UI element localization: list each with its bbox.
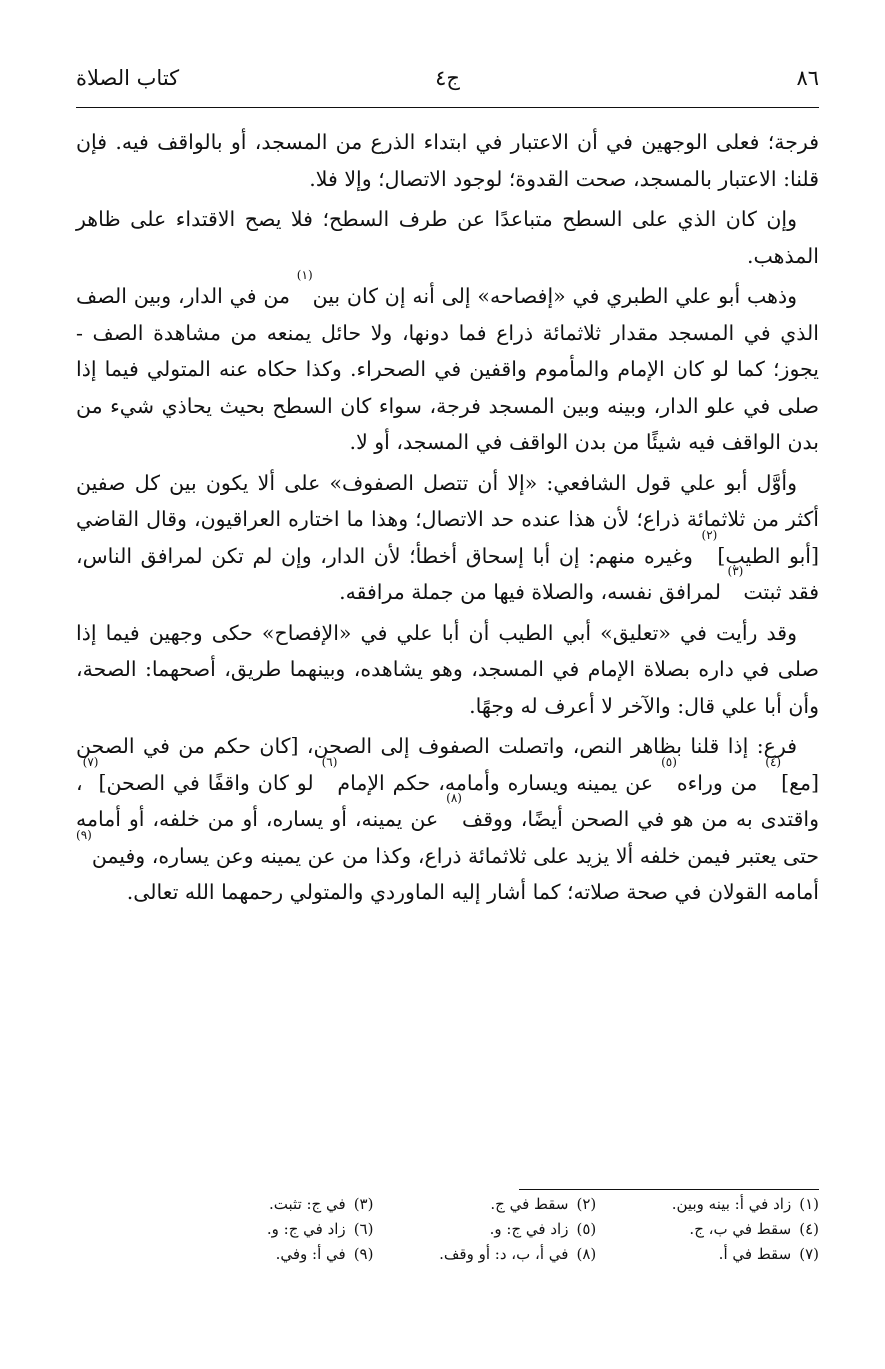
footnote-text: في أ، ب، د: أو وقف. (439, 1245, 569, 1263)
footnote-text: سقط في ب، ج. (689, 1220, 792, 1238)
footnotes (150, 1192, 819, 1267)
footnote-6 (151, 1217, 374, 1242)
footnote-mark-9: (٩) (76, 827, 92, 842)
paragraph-6-part-g: أمامه القولان في صحة صلاته؛ كما أشار إليه الماوردي والمتولي رحمهما الله تعالى. (126, 880, 819, 904)
footnote-row (150, 1192, 819, 1217)
volume-label: ج٤ (435, 66, 460, 90)
footnote-separator (519, 1189, 819, 1190)
paragraph-3 (76, 268, 819, 461)
paragraph-3-part-b: من في الدار، وبين الصف الذي في المسجد مقدار ثلاثمائة ذراع فما دونها، ولا حائل يمنعه من مشاهدة الصف - يجوز؛ كما لو كان الإمام والمأموم واقفين في الصحراء. وكذا حكاه عنه المتولي فيما إذا صلى في علو الدار، وبينه وبين المسجد فرجة، سواء كان السطح بحيث يحاذي شيء من بدن الواقف فيه شيئًا من بدن الواقف في المسجد، أو لا. (76, 284, 819, 454)
paragraph-4-part-a: وأوَّل أبو علي قول الشافعي: «إلا أن تتصل الصفوف» على ألا يكون بين كل صفين أكثر من ثلاثمائة ذراع؛ لأن هذا عنده حد الاتصال؛ وهذا ما اختاره العراقيون، وقال القاضي [أبو الطيب] (76, 470, 820, 568)
header-rule (76, 107, 819, 108)
footnote-mark-8: (٨) (446, 791, 462, 805)
paragraph-6-part-a: فرع: إذا قلنا بظاهر النص، واتصلت الصفوف إلى الصحن، [كان حكم من في الصحن [مع] (76, 734, 819, 795)
paragraph-5: وقد رأيت في «تعليق» أبي الطيب أن أبا علي في «الإفصاح» حكى وجهين فيما إذا صلى في داره بصلاة الإمام في المسجد، وهو يشاهده، وبينهما طريق، أصحهما: الصحة، وأن أبا علي قال: والآخر لا أعرف له وجهًا. (76, 620, 819, 718)
book-title: كتاب الصلاة (76, 66, 180, 90)
footnote-row (150, 1217, 819, 1242)
footnote-9 (151, 1242, 374, 1267)
footnote-text: زاد في ج: و. (266, 1220, 346, 1238)
footnote-text: زاد في ج: و. (489, 1220, 569, 1238)
paragraph-4-part-c: لمرافق نفسه، والصلاة فيها من جملة مرافقه. (339, 580, 728, 604)
footnote-8 (373, 1242, 596, 1267)
footnote-7 (596, 1242, 819, 1267)
footnote-number: (٣) (353, 1195, 374, 1213)
paragraph-6-part-e: ، واقتدى به من هو في الصحن أيضًا، ووقف (76, 770, 819, 831)
footnote-number: (٢) (576, 1195, 597, 1213)
footnote-3 (151, 1192, 374, 1217)
footnote-text: في أ: وفي. (275, 1245, 346, 1263)
footnote-number: (٩) (353, 1245, 374, 1263)
footnote-4 (596, 1217, 819, 1242)
footnote-mark-7: (٧) (82, 754, 99, 769)
footnote-text: سقط في ج. (490, 1195, 569, 1213)
footnote-mark-2: (٢) (701, 527, 718, 542)
footnote-row (150, 1242, 819, 1267)
paragraph-1: فرجة؛ فعلى الوجهين في أن الاعتبار في ابتداء الذرع من المسجد، أو بالواقف فيه. فإن قلنا: الاعتبار بالمسجد، صحت القدوة؛ لوجود الاتصال؛ وإلا فلا. (76, 130, 819, 191)
footnote-1 (596, 1192, 819, 1217)
paragraph-2: وإن كان الذي على السطح متباعدًا عن طرف السطح؛ فلا يصح الاقتداء على ظاهر المذهب. (76, 207, 819, 268)
footnote-number: (٧) (799, 1245, 819, 1263)
footnote-5 (373, 1217, 596, 1242)
paragraph-6-part-d: لو كان واقفًا في الصحن] (98, 770, 322, 795)
footnote-number: (٨) (576, 1245, 597, 1263)
footnote-number: (٥) (576, 1220, 597, 1238)
paragraph-6 (76, 728, 819, 911)
footnote-number: (٤) (799, 1220, 819, 1238)
paragraph-6-part-b: من وراءه (676, 770, 766, 795)
footnote-text: في ج: تثبت. (269, 1195, 346, 1213)
footnote-mark-3: (٣) (727, 564, 744, 578)
page-number: ٨٦ (796, 66, 819, 90)
footnote-text: سقط في أ. (718, 1245, 792, 1263)
footnote-mark-6: (٦) (321, 754, 338, 769)
footnote-2 (373, 1192, 596, 1217)
footnote-number: (٦) (353, 1220, 374, 1238)
paragraph-3-part-a: وذهب أبو علي الطبري في «إفصاحه» إلى أنه إن كان بين (312, 284, 797, 308)
paragraph-4-part-b: وغيره منهم: إن أبا إسحاق أخطأ؛ لأن الدار، وإن لم تكن لمرافق الناس، فقد ثبتت (76, 543, 819, 604)
paragraph-6-part-f: عن يمينه، أو يساره، أو من خلفه، أو أمامه حتى يعتبر فيمن خلفه ألا يزيد على ثلاثمائة ذراع، وكذا من عن يمينه وعن يساره، وفيمن (76, 807, 819, 868)
footnote-text: زاد في أ: بينه وبين. (671, 1195, 792, 1213)
paragraph-6-part-c: عن يمينه ويساره وأمامه، حكم الإمام (337, 770, 662, 795)
footnote-mark-1: (١) (296, 268, 313, 282)
paragraph-4 (76, 465, 819, 611)
main-text (76, 124, 819, 915)
footnote-number: (١) (799, 1195, 819, 1213)
page-header (76, 66, 819, 100)
footnote-mark-4: (٤) (765, 754, 782, 769)
footnote-mark-5: (٥) (661, 754, 677, 769)
